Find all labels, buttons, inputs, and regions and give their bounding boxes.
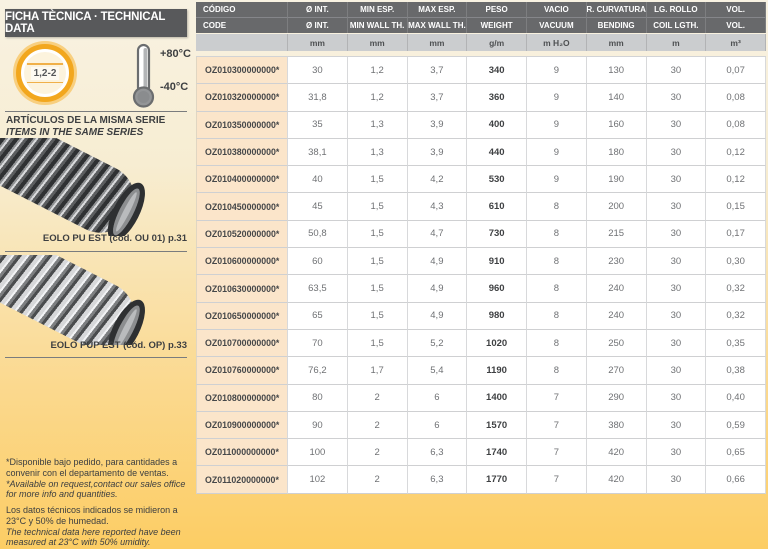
thermometer-icon (128, 42, 158, 108)
table-row (196, 466, 766, 493)
divider (5, 357, 187, 358)
cell: OZ010350000000* (196, 112, 288, 139)
cell: 0,66 (706, 466, 766, 493)
cell: 910 (467, 248, 527, 275)
cell: 2 (348, 385, 408, 412)
cell: 9 (527, 84, 587, 111)
cell: 1,5 (348, 166, 408, 193)
cell: 1,5 (348, 221, 408, 248)
cell: 3,7 (408, 57, 468, 84)
table-row (196, 112, 766, 139)
cell: 240 (587, 275, 647, 302)
footnote-conditions (6, 505, 188, 548)
cell: 30 (647, 466, 707, 493)
header-cell: CODE (196, 17, 288, 33)
cell: 6 (408, 385, 468, 412)
hose-image-eolo-pup-est (0, 255, 190, 345)
cell: 200 (587, 193, 647, 220)
cell: 530 (467, 166, 527, 193)
cell: 6 (408, 412, 468, 439)
cell: 0,12 (706, 166, 766, 193)
cell: 2 (348, 466, 408, 493)
header-cell: MAX ESP. (408, 2, 468, 17)
cell: 9 (527, 112, 587, 139)
cell: 1190 (467, 357, 527, 384)
header-cell: BENDING (587, 17, 647, 33)
cell: OZ010760000000* (196, 357, 288, 384)
header-cell: CÓDIGO (196, 2, 288, 17)
unit-cell: mm (408, 34, 468, 51)
cell: 960 (467, 275, 527, 302)
cell: 0,32 (706, 275, 766, 302)
table-row (196, 84, 766, 111)
temperature-range (128, 42, 191, 108)
cell: 4,9 (408, 248, 468, 275)
cell: OZ010520000000* (196, 221, 288, 248)
cell: 730 (467, 221, 527, 248)
cell: 30 (647, 112, 707, 139)
cell: OZ010450000000* (196, 193, 288, 220)
cell: 0,15 (706, 193, 766, 220)
cell: OZ010800000000* (196, 385, 288, 412)
cell: 65 (288, 303, 348, 330)
cell: 9 (527, 139, 587, 166)
cell: OZ011020000000* (196, 466, 288, 493)
footnote-conditions-en: The technical data here reported have been measured at 23°C with 50% umidity. (6, 526, 181, 548)
cell: 2 (348, 439, 408, 466)
cell: 0,59 (706, 412, 766, 439)
cell: 400 (467, 112, 527, 139)
cell: 30 (647, 439, 707, 466)
cell: 0,35 (706, 330, 766, 357)
cell: 380 (587, 412, 647, 439)
cell: 1740 (467, 439, 527, 466)
table-row (196, 439, 766, 466)
footnote-availability-en: *Available on request,contact our sales office for more info and quantities. (6, 478, 186, 500)
cell: 0,30 (706, 248, 766, 275)
cell: 190 (587, 166, 647, 193)
cell: 30 (647, 330, 707, 357)
footnote-availability (6, 457, 188, 500)
cell: OZ011000000000* (196, 439, 288, 466)
cell: OZ010380000000* (196, 139, 288, 166)
cell: 0,40 (706, 385, 766, 412)
table-row (196, 166, 766, 193)
header-cell: LG. ROLLO (647, 2, 707, 17)
cell: 1,7 (348, 357, 408, 384)
temperature-labels (160, 42, 191, 93)
hose-caption-eolo-pu-est: EOLO PU EST (cód. OU 01) p.31 (42, 233, 187, 244)
table-row (196, 330, 766, 357)
cell: 5,4 (408, 357, 468, 384)
unit-cell: mm (587, 34, 647, 51)
sidebar (0, 0, 196, 549)
cell: 340 (467, 57, 527, 84)
cell: OZ010630000000* (196, 275, 288, 302)
cell: OZ010900000000* (196, 412, 288, 439)
header-cell: Ø INT. (288, 2, 348, 17)
cell: 30 (288, 57, 348, 84)
cell: 980 (467, 303, 527, 330)
cell: 160 (587, 112, 647, 139)
table-row (196, 357, 766, 384)
unit-cell: g/m (467, 34, 527, 51)
table-row (196, 385, 766, 412)
header-cell: WEIGHT (467, 17, 527, 33)
cell: 45 (288, 193, 348, 220)
cell: 1,2 (348, 57, 408, 84)
unit-cell: mm (348, 34, 408, 51)
cell: 4,3 (408, 193, 468, 220)
hose-image-eolo-pu-est (0, 138, 190, 236)
cell: 0,17 (706, 221, 766, 248)
cell: 6,3 (408, 439, 468, 466)
series-badge (16, 44, 74, 102)
table-body (196, 56, 766, 494)
cell: OZ010700000000* (196, 330, 288, 357)
cell: 8 (527, 303, 587, 330)
cell: 1,3 (348, 112, 408, 139)
cell: 230 (587, 248, 647, 275)
header-cell: VACUUM (527, 17, 587, 33)
cell: 90 (288, 412, 348, 439)
cell: 3,9 (408, 139, 468, 166)
cell: 1,2 (348, 84, 408, 111)
header-cell: PESO (467, 2, 527, 17)
cell: 1020 (467, 330, 527, 357)
header-cell: COIL LGTH. (647, 17, 707, 33)
table-row (196, 275, 766, 302)
header-cell: MIN WALL TH. (348, 17, 408, 33)
cell: 215 (587, 221, 647, 248)
cell: 8 (527, 357, 587, 384)
cell: 60 (288, 248, 348, 275)
cell: 30 (647, 193, 707, 220)
cell: 70 (288, 330, 348, 357)
cell: 30 (647, 385, 707, 412)
cell: 0,38 (706, 357, 766, 384)
cell: 3,9 (408, 112, 468, 139)
cell: 0,08 (706, 84, 766, 111)
cell: 360 (467, 84, 527, 111)
cell: 30 (647, 303, 707, 330)
cell: 7 (527, 466, 587, 493)
cell: 8 (527, 193, 587, 220)
cell: OZ010300000000* (196, 57, 288, 84)
header-cell: R. CURVATURA (587, 2, 647, 17)
cell: 0,65 (706, 439, 766, 466)
cell: 50,8 (288, 221, 348, 248)
cell: 100 (288, 439, 348, 466)
cell: 440 (467, 139, 527, 166)
series-title-en: ITEMS IN THE SAME SERIES (6, 127, 144, 138)
table-units-row (196, 34, 766, 51)
cell: 0,07 (706, 57, 766, 84)
cell: 102 (288, 466, 348, 493)
cell: 8 (527, 248, 587, 275)
cell: OZ010400000000* (196, 166, 288, 193)
cell: OZ010650000000* (196, 303, 288, 330)
hose-tube-graphic (0, 255, 146, 345)
cell: 4,9 (408, 303, 468, 330)
cell: 1570 (467, 412, 527, 439)
cell: 7 (527, 439, 587, 466)
cell: 30 (647, 221, 707, 248)
temp-min-label: -40°C (160, 81, 189, 93)
unit-cell: m³ (706, 34, 766, 51)
cell: 240 (587, 303, 647, 330)
cell: 30 (647, 57, 707, 84)
cell: 30 (647, 84, 707, 111)
cell: OZ010600000000* (196, 248, 288, 275)
cell: 8 (527, 221, 587, 248)
table-row (196, 412, 766, 439)
cell: 0,08 (706, 112, 766, 139)
cell: 9 (527, 57, 587, 84)
cell: 0,12 (706, 139, 766, 166)
cell: 30 (647, 139, 707, 166)
technical-data-table (196, 2, 766, 494)
cell: 8 (527, 275, 587, 302)
cell: 1,3 (348, 139, 408, 166)
cell: 4,2 (408, 166, 468, 193)
header-cell: VOL. (706, 17, 766, 33)
cell: 35 (288, 112, 348, 139)
cell: 130 (587, 57, 647, 84)
series-badge-label: 1,2-2 (31, 67, 60, 80)
series-badge-core (24, 52, 66, 94)
cell: 3,7 (408, 84, 468, 111)
cell: 8 (527, 330, 587, 357)
cell: 7 (527, 385, 587, 412)
cell: 30 (647, 248, 707, 275)
table-row (196, 57, 766, 84)
table-row (196, 248, 766, 275)
cell: 1,5 (348, 248, 408, 275)
series-title-es: ARTÍCULOS DE LA MISMA SERIE (6, 115, 166, 126)
cell: 5,2 (408, 330, 468, 357)
cell: 40 (288, 166, 348, 193)
cell: 2 (348, 412, 408, 439)
cell: 180 (587, 139, 647, 166)
footnote-conditions-es: Los datos técnicos indicados se midieron a 23°C y 50% de humedad. (6, 505, 178, 526)
table-header-row-en (196, 17, 766, 33)
cell: 1400 (467, 385, 527, 412)
table-row (196, 139, 766, 166)
cell: 420 (587, 439, 647, 466)
table-header-row-es (196, 2, 766, 17)
footnote-availability-es: *Disponible bajo pedido, para cantidades a convenir con el departamento de ventas. (6, 457, 178, 478)
cell: 38,1 (288, 139, 348, 166)
hose-caption-eolo-pup-est: EOLO PUP EST (cód. OP) p.33 (50, 340, 187, 351)
cell: 4,9 (408, 275, 468, 302)
cell: 4,7 (408, 221, 468, 248)
cell: 610 (467, 193, 527, 220)
header-cell: Ø INT. (288, 17, 348, 33)
cell: 250 (587, 330, 647, 357)
header-cell: MIN ESP. (348, 2, 408, 17)
cell: 80 (288, 385, 348, 412)
cell: 9 (527, 166, 587, 193)
hose-tube-graphic (0, 138, 146, 236)
cell: 30 (647, 275, 707, 302)
temp-max-label: +80°C (160, 48, 192, 60)
table-row (196, 193, 766, 220)
cell: 1,5 (348, 193, 408, 220)
header-cell: VOL. (706, 2, 766, 17)
cell: 1,5 (348, 303, 408, 330)
cell: 1,5 (348, 330, 408, 357)
divider (5, 251, 187, 252)
cell: 31,8 (288, 84, 348, 111)
cell: OZ010320000000* (196, 84, 288, 111)
cell: 30 (647, 412, 707, 439)
cell: 30 (647, 166, 707, 193)
divider (5, 111, 187, 112)
table-row (196, 303, 766, 330)
cell: 30 (647, 357, 707, 384)
cell: 420 (587, 466, 647, 493)
page-title: FICHA TÈCNICA · TECHNICAL DATA (5, 9, 187, 37)
cell: 7 (527, 412, 587, 439)
cell: 1,5 (348, 275, 408, 302)
cell: 1770 (467, 466, 527, 493)
cell: 76,2 (288, 357, 348, 384)
cell: 290 (587, 385, 647, 412)
cell: 140 (587, 84, 647, 111)
header-cell: MAX WALL TH. (408, 17, 468, 33)
unit-cell (196, 34, 288, 51)
header-cell: VACIO (527, 2, 587, 17)
cell: 63,5 (288, 275, 348, 302)
cell: 6,3 (408, 466, 468, 493)
table-row (196, 221, 766, 248)
unit-cell: m H₂O (527, 34, 587, 51)
unit-cell: m (647, 34, 707, 51)
icon-row (10, 42, 190, 108)
unit-cell: mm (288, 34, 348, 51)
cell: 270 (587, 357, 647, 384)
cell: 0,32 (706, 303, 766, 330)
